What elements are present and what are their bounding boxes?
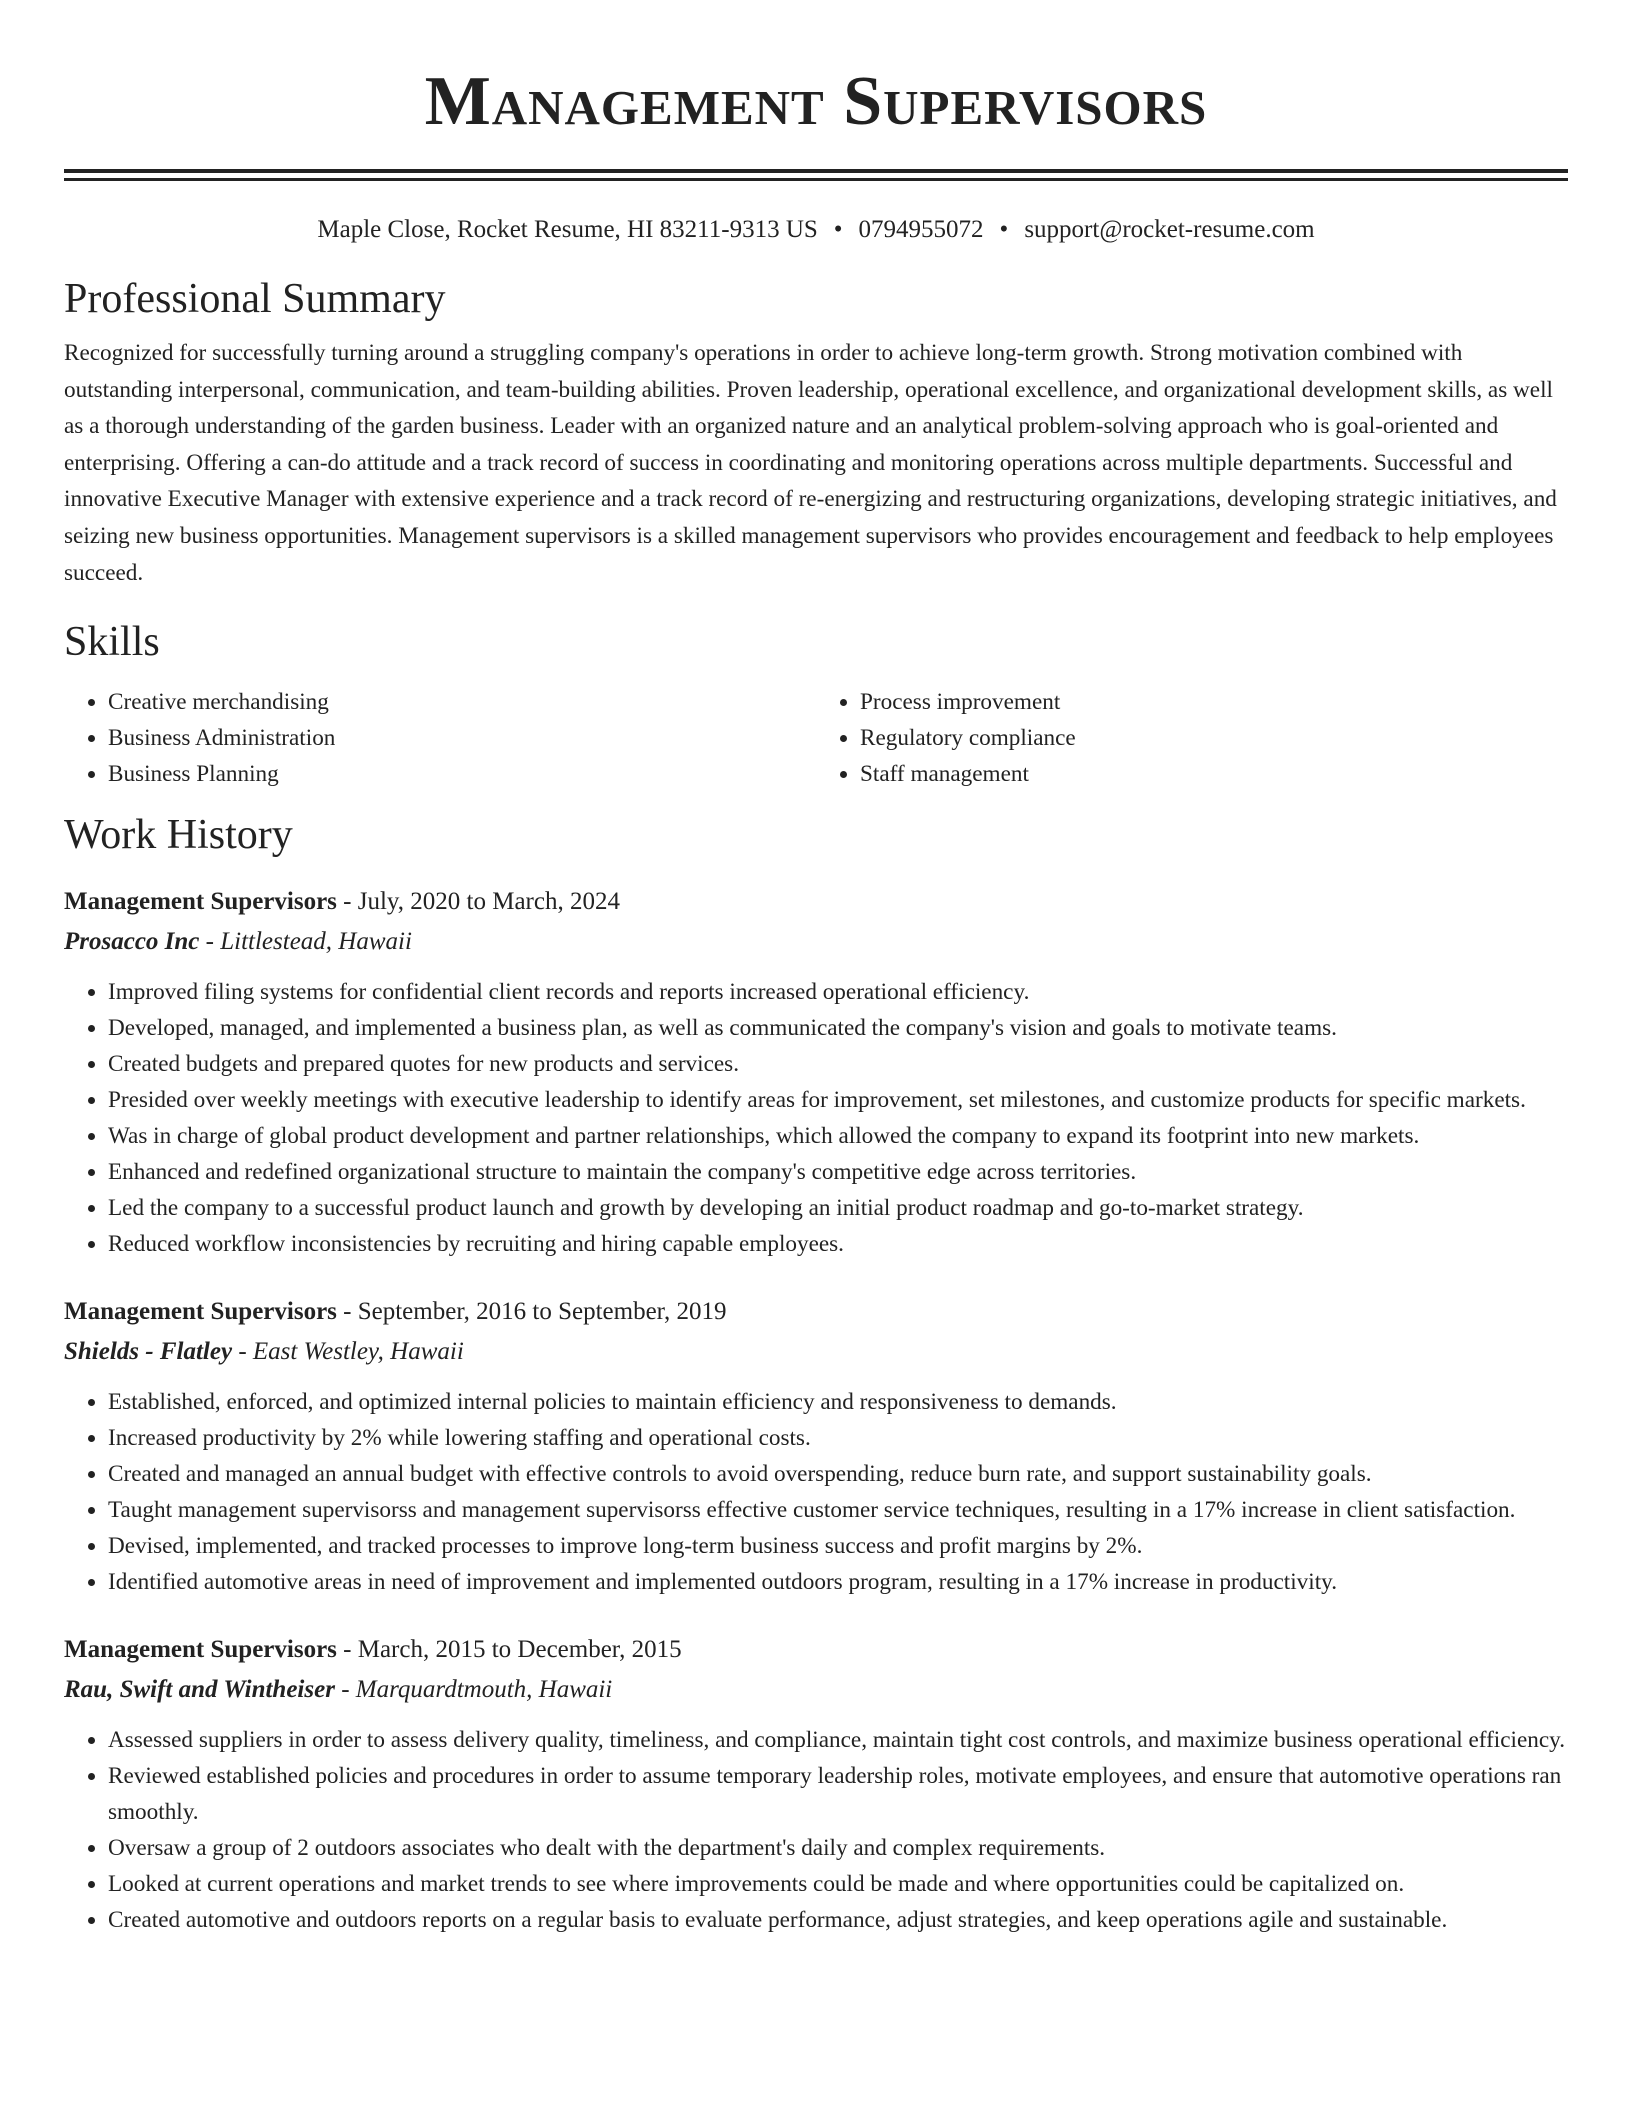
job-title: Management Supervisors [64, 888, 337, 916]
job-dates: - July, 2020 to March, 2024 [336, 888, 620, 916]
job-location: - East Westley, Hawaii [232, 1338, 464, 1366]
job-title: Management Supervisors [64, 1298, 337, 1326]
job-location: - Marquardtmouth, Hawaii [334, 1676, 613, 1704]
job-entry [64, 1630, 1568, 1938]
job-bullet: • Reviewed established policies and procedures in order to assume temporary leadership roles, motivate employees, and ensure that automotive operations ran smoothly. [108, 1758, 1568, 1830]
skills-heading: Skills [64, 619, 160, 666]
job-bullet: • Developed, managed, and implemented a business plan, as well as communicated the company's vision and goals to motivate teams. [108, 1010, 1568, 1046]
job-title-line [64, 1630, 1568, 1670]
job-bullet: • Taught management supervisorss and management supervisorss effective customer service techniques, resulting in a 17% increase in client satisfaction. [108, 1492, 1568, 1528]
job-bullet: • Established, enforced, and optimized internal policies to maintain efficiency and responsiveness to demands. [108, 1384, 1568, 1420]
job-dates: - March, 2015 to December, 2015 [336, 1636, 682, 1664]
job-bullet: • Devised, implemented, and tracked processes to improve long-term business success and profit margins by 2%. [108, 1528, 1568, 1564]
summary-heading: Professional Summary [64, 276, 446, 322]
job-bullets [64, 1384, 1568, 1600]
contact-address: Maple Close, Rocket Resume, HI 83211-9313 US [317, 216, 818, 243]
job-bullet: • Increased productivity by 2% while lowering staffing and operational costs. [108, 1420, 1568, 1456]
contact-email: support@rocket-resume.com [1024, 216, 1315, 243]
skill-item: • Process improvement [860, 684, 1568, 720]
job-bullet: • Created budgets and prepared quotes for new products and services. [108, 1046, 1568, 1082]
job-bullet: • Created and managed an annual budget with effective controls to avoid overspending, reduce burn rate, and support sustainability goals. [108, 1456, 1568, 1492]
job-bullet: • Was in charge of global product development and partner relationships, which allowed the company to expand its footprint into new markets. [108, 1118, 1568, 1154]
skills-list-left [64, 684, 816, 792]
skills-columns [64, 684, 1568, 792]
job-company-line [64, 1332, 1568, 1372]
job-bullet: • Presided over weekly meetings with executive leadership to identify areas for improvement, set milestones, and customize products for specific markets. [108, 1082, 1568, 1118]
job-dates: - September, 2016 to September, 2019 [336, 1298, 727, 1326]
skill-item: • Staff management [860, 756, 1568, 792]
job-title-line [64, 882, 1568, 922]
skill-item: • Regulatory compliance [860, 720, 1568, 756]
job-bullet: • Enhanced and redefined organizational structure to maintain the company's competitive edge across territories. [108, 1154, 1568, 1190]
skill-item: • Business Planning [108, 756, 816, 792]
job-bullet: • Oversaw a group of 2 outdoors associates who dealt with the department's daily and complex requirements. [108, 1830, 1568, 1866]
contact-separator: • [999, 216, 1009, 243]
summary-text: Recognized for successfully turning around a struggling company's operations in order to achieve long-term growth. Strong motivation combined with outstanding interpersonal, communication, and team-building abilities. Proven leadership, operational excellence, and organizational development skills, as well as a thorough understanding of the garden business. Leader with an organized nature and an analytical problem-solving approach who is goal-oriented and enterprising. Offering a can-do attitude and a track record of success in coordinating and monitoring operations across multiple departments. Successful and innovative Executive Manager with extensive experience and a track record of re-energizing and restructuring organizations, developing strategic initiatives, and seizing new business opportunities. Management supervisors is a skilled management supervisors who provides encouragement and feedback to help employees succeed. [64, 340, 1557, 586]
job-title: Management Supervisors [64, 1636, 337, 1664]
resume-name: Management Supervisors [424, 63, 1208, 140]
skill-item: • Creative merchandising [108, 684, 816, 720]
job-entry [64, 1292, 1568, 1600]
contact-phone: 0794955072 [858, 216, 984, 243]
job-bullet: • Created automotive and outdoors reports on a regular basis to evaluate performance, adjust strategies, and keep operations agile and sustainable. [108, 1902, 1568, 1938]
job-company: Rau, Swift and Wintheiser [64, 1676, 335, 1704]
contact-separator: • [833, 216, 843, 243]
work-history-heading: Work History [64, 812, 293, 859]
job-entry [64, 882, 1568, 1262]
contact-line [64, 214, 1568, 246]
job-company: Shields - Flatley [64, 1338, 233, 1366]
job-bullet: • Looked at current operations and market trends to see where improvements could be made and where opportunities could be capitalized on. [108, 1866, 1568, 1902]
skills-list-right [816, 684, 1568, 792]
job-company: Prosacco Inc [64, 928, 200, 956]
job-bullet: • Reduced workflow inconsistencies by recruiting and hiring capable employees. [108, 1226, 1568, 1262]
header-divider-bottom [64, 178, 1568, 181]
job-title-line [64, 1292, 1568, 1332]
header-divider-top [64, 169, 1568, 173]
job-bullet: • Assessed suppliers in order to assess delivery quality, timeliness, and compliance, maintain tight cost controls, and maximize business operational efficiency. [108, 1722, 1568, 1758]
job-company-line [64, 1670, 1568, 1710]
skill-item: • Business Administration [108, 720, 816, 756]
job-location: - Littlestead, Hawaii [199, 928, 412, 956]
job-bullet: • Led the company to a successful product launch and growth by developing an initial product roadmap and go-to-market strategy. [108, 1190, 1568, 1226]
job-company-line [64, 922, 1568, 962]
job-bullet: • Improved filing systems for confidential client records and reports increased operational efficiency. [108, 974, 1568, 1010]
job-bullet: • Identified automotive areas in need of improvement and implemented outdoors program, resulting in a 17% increase in productivity. [108, 1564, 1568, 1600]
job-bullets [64, 1722, 1568, 1938]
job-bullets [64, 974, 1568, 1262]
